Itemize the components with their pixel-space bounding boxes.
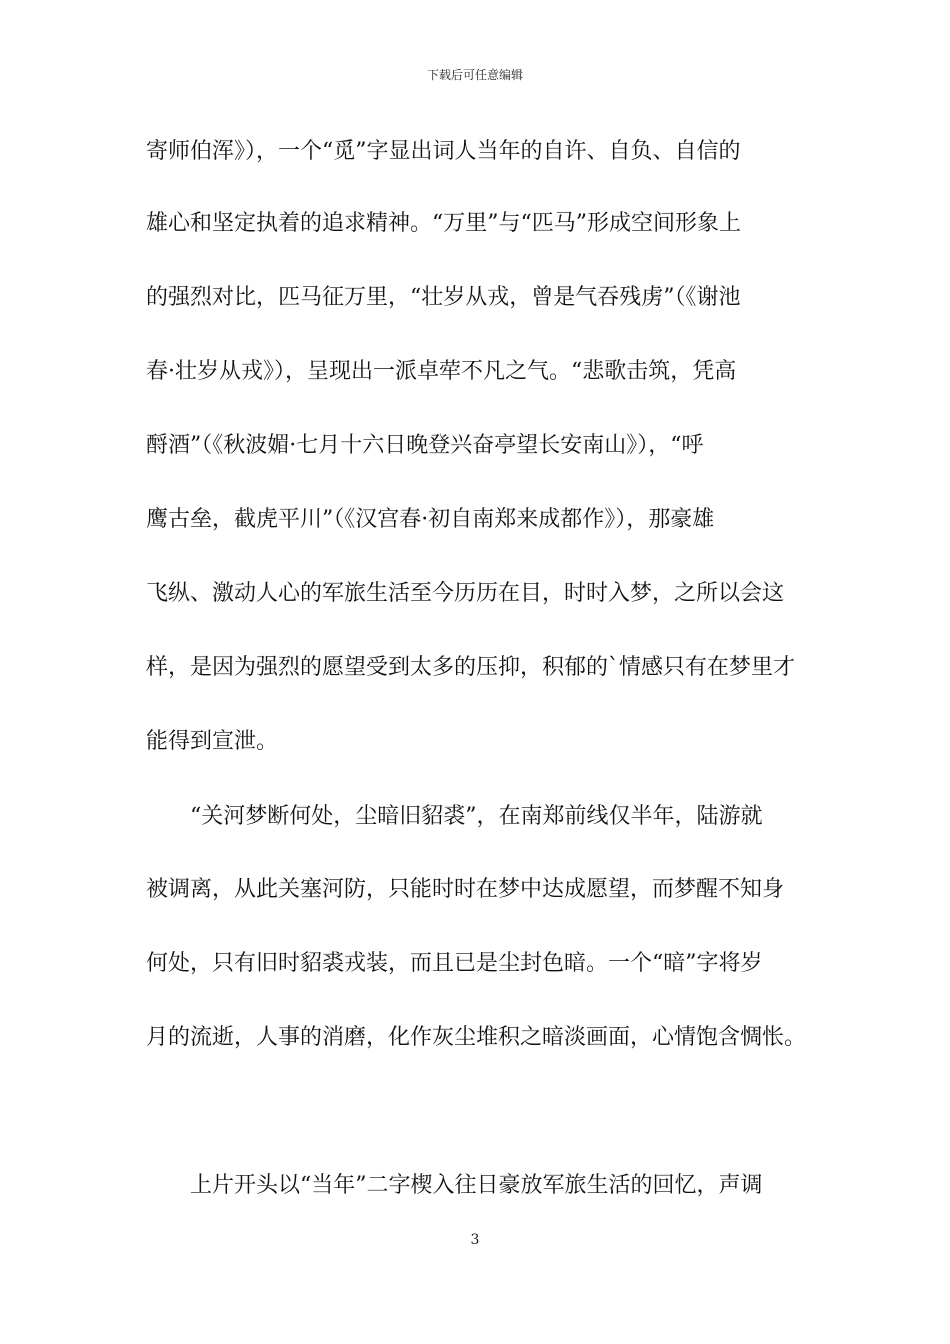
text-line: 样，是因为强烈的愿望受到太多的压抑，积郁的`情感只有在梦里才 xyxy=(146,655,796,680)
text-line: 能得到宣泄。 xyxy=(146,729,279,754)
text-line: 鹰古垒，截虎平川”（《汉宫春·初自南郑来成都作》），那豪雄 xyxy=(146,507,715,532)
text-line: 月的流逝，人事的消磨，化作灰尘堆积之暗淡画面，心情饱含惆怅。 xyxy=(146,1025,807,1050)
text-line: 的强烈对比，匹马征万里，“壮岁从戎，曾是气吞残虏”（《谢池 xyxy=(146,285,741,310)
page-header: 下载后可任意编辑 xyxy=(426,68,523,82)
text-line: 飞纵、激动人心的军旅生活至今历历在目，时时入梦，之所以会这 xyxy=(146,581,785,606)
text-line: 被调离，从此关塞河防，只能时时在梦中达成愿望，而梦醒不知身 xyxy=(146,877,785,902)
page-number: 3 xyxy=(470,1232,480,1248)
text-line-indented: 上片开头以“当年”二字楔入往日豪放军旅生活的回忆，声调 xyxy=(190,1173,763,1198)
text-line-indented: “关河梦断何处，尘暗旧貂裘”，在南郑前线仅半年，陆游就 xyxy=(190,804,763,829)
text-line: 雄心和坚定执着的追求精神。“万里”与“匹马”形成空间形象上 xyxy=(146,211,741,236)
text-line: 春·壮岁从戎》），呈现出一派卓荦不凡之气。“悲歌击筑，凭高 xyxy=(146,359,737,384)
text-line: 寄师伯浑》），一个“觅”字显出词人当年的自许、自负、自信的 xyxy=(146,139,741,164)
text-line: 何处，只有旧时貂裘戎装，而且已是尘封色暗。一个“暗”字将岁 xyxy=(146,951,763,976)
text-line: 酹酒”（《秋波媚·七月十六日晚登兴奋亭望长安南山》），“呼 xyxy=(146,433,704,458)
